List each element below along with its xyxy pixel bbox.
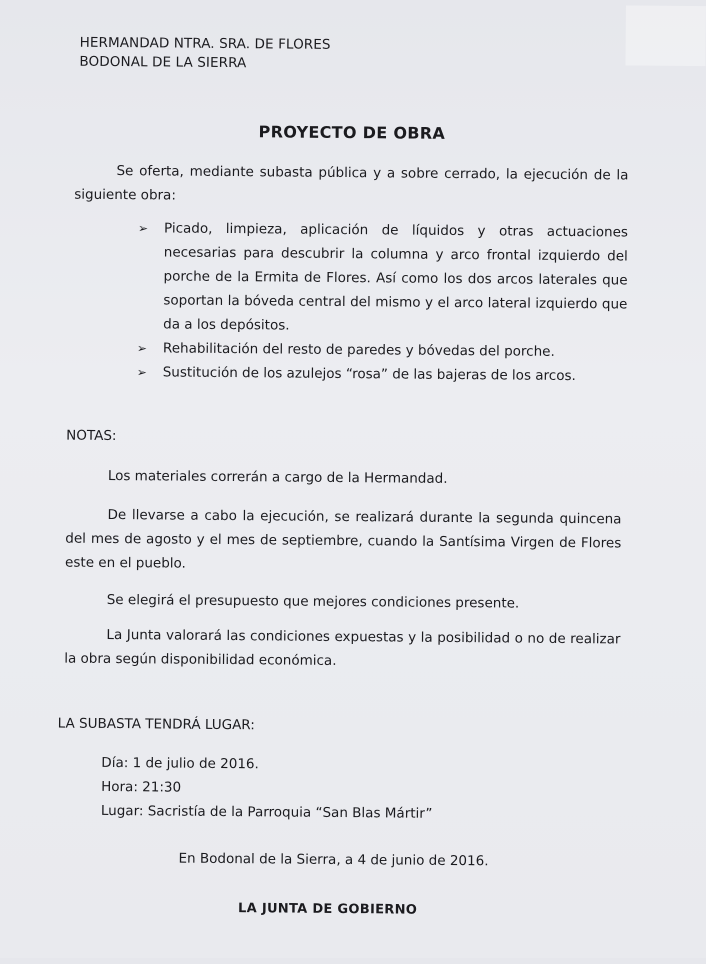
list-item-text: Picado, limpieza, aplicación de líquidos y otras actuaciones necesarias para descubrir la columna y arco frontal izquierdo del porche de la Ermita de Flores. Así como los dos arcos laterales que soportan la bóveda central del mismo y el arco lateral izquierdo que da a los depósitos. <box>163 220 629 334</box>
list-item <box>137 360 627 388</box>
arrow-bullet-icon: ➢ <box>136 365 147 380</box>
auction-date: Día: 1 de julio de 2016. <box>101 754 259 773</box>
arrow-bullet-icon: ➢ <box>137 221 149 236</box>
tape-shadow <box>625 5 706 66</box>
note-paragraph: Se elegirá el presupuesto que mejores condiciones presente. <box>106 591 520 612</box>
organization-header <box>79 34 330 74</box>
arrow-bullet-icon: ➢ <box>136 341 148 356</box>
organization-name: HERMANDAD NTRA. SRA. DE FLORES <box>79 34 331 53</box>
note-paragraph: De llevarse a cabo la ejecución, se realizará durante la segunda quincena del mes de agosto y el mes de septiembre, cuando la Santísima Virgen de Flores este en el pueblo. <box>65 506 622 572</box>
auction-details <box>101 751 433 826</box>
works-list <box>137 216 628 388</box>
note-paragraph: La Junta valorará las condiciones expuestas y la posibilidad o no de realizar la obra según disponibilidad económica. <box>64 626 621 669</box>
notes-heading: NOTAS: <box>66 427 117 445</box>
intro-paragraph: Se oferta, mediante subasta pública y a sobre cerrado, la ejecución de la siguiente obra: <box>74 163 629 204</box>
note-paragraph: Los materiales correrán a cargo de la Hermandad. <box>107 467 448 487</box>
auction-heading: LA SUBASTA TENDRÁ LUGAR: <box>57 715 255 734</box>
place-and-date: En Bodonal de la Sierra, a 4 de junio de 2016. <box>178 850 489 870</box>
auction-place: Lugar: Sacristía de la Parroquia “San Blas Mártir” <box>100 802 433 822</box>
document-title: PROYECTO DE OBRA <box>258 122 446 143</box>
list-item-text: Sustitución de los azulejos “rosa” de las bajeras de los arcos. <box>162 364 576 385</box>
organization-location: BODONAL DE LA SIERRA <box>79 53 247 72</box>
auction-time: Hora: 21:30 <box>101 778 182 796</box>
list-item <box>137 216 628 340</box>
list-item-text: Rehabilitación del resto de paredes y bóvedas del porche. <box>162 340 555 360</box>
signature-line: LA JUNTA DE GOBIERNO <box>238 901 418 918</box>
